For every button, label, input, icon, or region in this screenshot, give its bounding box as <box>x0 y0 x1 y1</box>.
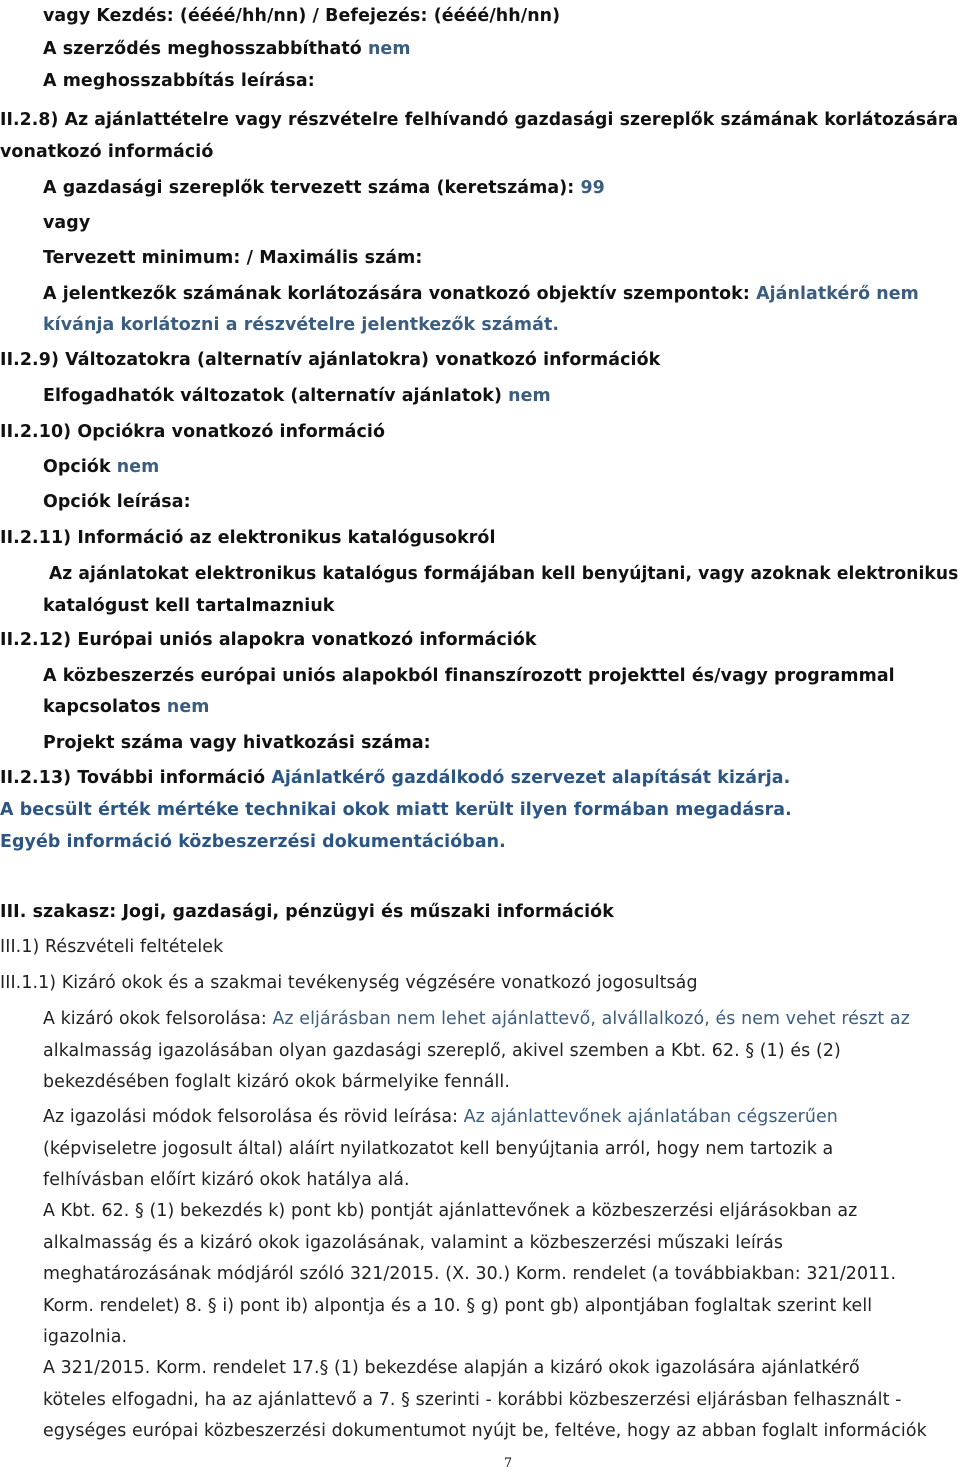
verification-label: Az igazolási módok felsorolása és rövid leírása: <box>43 1107 464 1127</box>
additional-info-line <box>0 766 790 790</box>
eu-funds-line <box>43 695 210 719</box>
eu-funds-text: A közbeszerzés európai uniós alapokból finanszírozott projekttel és/vagy programmal <box>43 666 895 686</box>
catalogue-text: Az ajánlatokat elektronikus katalógus formájában kell benyújtani, vagy azoknak elektronikus <box>49 564 959 584</box>
variants-label: Elfogadhatók változatok (alternatív ajánlatok) <box>43 386 509 406</box>
additional-info-value: Ajánlatkérő gazdálkodó szervezet alapítását kizárja. <box>271 768 791 788</box>
section-heading-iii-1: III.1) Részvételi feltételek <box>0 937 224 957</box>
options-description-label: Opciók leírása: <box>43 492 191 512</box>
verification-value-2: (képviseletre jogosult által) aláírt nyilatkozatot kell benyújtania arról, hogy nem tartozik a <box>43 1139 834 1159</box>
criteria-value: Ajánlatkérő nem <box>756 284 919 304</box>
or-text: vagy <box>43 213 91 233</box>
section-heading-ii-2-11: II.2.11) Információ az elektronikus katalógusokról <box>0 528 496 548</box>
section-heading-iii: III. szakasz: Jogi, gazdasági, pénzügyi és műszaki információk <box>0 902 614 922</box>
criteria-line <box>43 282 919 306</box>
eu-funds-label: kapcsolatos <box>43 697 167 717</box>
extension-label: A szerződés meghosszabbítható <box>43 39 368 59</box>
catalogue-text-cont: katalógust kell tartalmazniuk <box>43 596 335 616</box>
eu-funds-value: nem <box>166 697 210 717</box>
exclusion-grounds-value-2: alkalmasság igazolásában olyan gazdasági szereplő, akivel szemben a Kbt. 62. § (1) és (2) <box>43 1041 841 1061</box>
project-number-label: Projekt száma vagy hivatkozási száma: <box>43 733 431 753</box>
verification-value-6: meghatározásának módjáról szóló 321/2015. (X. 30.) Korm. rendelet (a továbbiakban: 321/2011. <box>43 1264 897 1284</box>
additional-info-note-1: A becsült érték mértéke technikai okok miatt került ilyen formában megadásra. <box>0 800 792 820</box>
options-line <box>43 455 159 479</box>
verification-value-4: A Kbt. 62. § (1) bekezdés k) pont kb) pontját ajánlattevőnek a közbeszerzési eljárásokban az <box>43 1201 858 1221</box>
options-value: nem <box>116 457 160 477</box>
exclusion-grounds-value: Az eljárásban nem lehet ajánlattevő, alvállalkozó, és nem vehet részt az <box>272 1009 910 1029</box>
operators-count-label: A gazdasági szereplők tervezett száma (keretszáma): <box>43 178 581 198</box>
exclusion-grounds-value-3: bekezdésében foglalt kizáró okok bármelyike fennáll. <box>43 1072 510 1092</box>
criteria-label: A jelentkezők számának korlátozására vonatkozó objektív szempontok: <box>43 284 757 304</box>
verification-value-9: A 321/2015. Korm. rendelet 17.§ (1) bekezdése alapján a kizáró okok igazolására ajánlatkérő <box>43 1358 860 1378</box>
operators-count-value: 99 <box>580 178 605 198</box>
section-heading-ii-2-10: II.2.10) Opciókra vonatkozó információ <box>0 422 386 442</box>
options-label: Opciók <box>43 457 117 477</box>
verification-value-5: alkalmasság és a kizáró okok igazolásának, valamint a közbeszerzési műszaki leírás <box>43 1233 784 1253</box>
min-max-line: Tervezett minimum: / Maximális szám: <box>43 248 423 268</box>
variants-value: nem <box>508 386 551 406</box>
section-heading-ii-2-9: II.2.9) Változatokra (alternatív ajánlatokra) vonatkozó információk <box>0 350 661 370</box>
extension-description-label: A meghosszabbítás leírása: <box>43 71 315 91</box>
criteria-value-cont: kívánja korlátozni a részvételre jelentkezők számát. <box>43 315 560 335</box>
page-number: 7 <box>503 1456 513 1471</box>
section-heading-ii-2-12: II.2.12) Európai uniós alapokra vonatkozó információk <box>0 630 537 650</box>
exclusion-grounds-label: A kizáró okok felsorolása: <box>43 1009 273 1029</box>
exclusion-grounds-line <box>43 1007 910 1031</box>
verification-value-8: igazolnia. <box>43 1327 128 1347</box>
verification-value-7: Korm. rendelet) 8. § i) pont ib) alpontja és a 10. § g) pont gb) alpontjában foglaltak szerint kell <box>43 1296 873 1316</box>
additional-info-label: II.2.13) További információ <box>0 768 272 788</box>
section-heading-iii-1-1: III.1.1) Kizáró okok és a szakmai tevékenység végzésére vonatkozó jogosultság <box>0 973 698 993</box>
operators-count-line <box>43 176 605 200</box>
additional-info-note-2: Egyéb információ közbeszerzési dokumentációban. <box>0 832 506 852</box>
extension-line <box>43 37 411 61</box>
verification-value-11: egységes európai közbeszerzési dokumentumot nyújt be, feltéve, hogy az abban foglalt információk <box>43 1421 927 1441</box>
variants-line <box>43 384 551 408</box>
verification-value-3: felhívásban előírt kizáró okok hatálya alá. <box>43 1170 410 1190</box>
duration-dates-line: vagy Kezdés: (éééé/hh/nn) / Befejezés: (éééé/hh/nn) <box>43 6 561 26</box>
verification-value-10: köteles elfogadni, ha az ajánlattevő a 7. § szerinti - korábbi közbeszerzési eljárásban felhasznált - <box>43 1390 902 1410</box>
section-heading-ii-2-8: II.2.8) Az ajánlattételre vagy részvételre felhívandó gazdasági szereplők számának korlátozására <box>0 110 959 130</box>
verification-value: Az ajánlattevőnek ajánlatában cégszerűen <box>463 1107 838 1127</box>
verification-line <box>43 1105 838 1129</box>
section-heading-ii-2-8-cont: vonatkozó információ <box>0 142 214 162</box>
extension-value: nem <box>367 39 411 59</box>
